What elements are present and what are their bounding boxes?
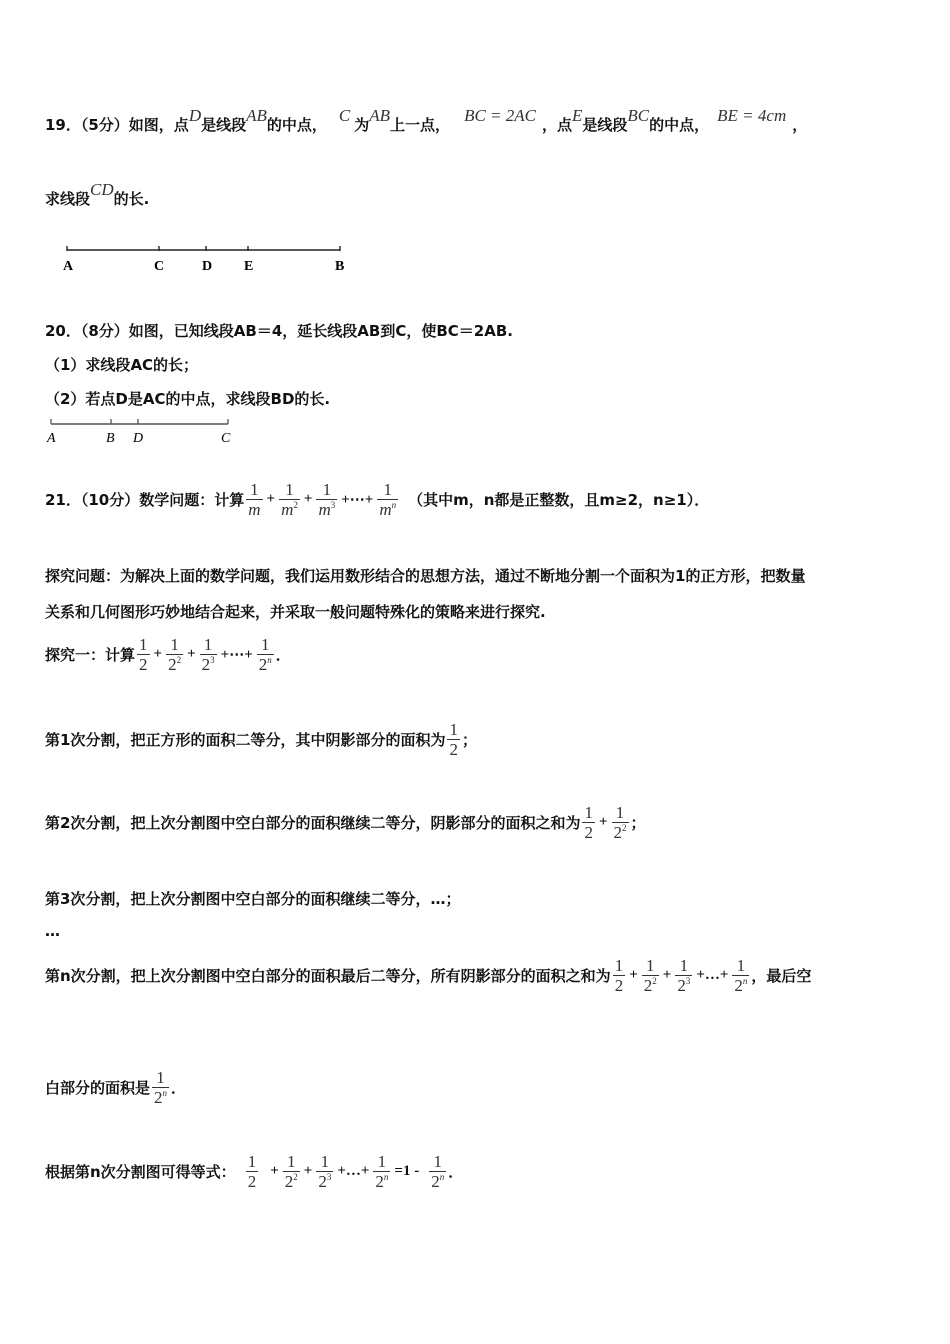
q20-part1: （1）求线段AC的长；: [45, 356, 199, 374]
frac-1-over-mn: $\frac{1}{m^n}$: [379, 480, 397, 519]
label-b: B: [106, 431, 115, 446]
label-d: D: [202, 259, 213, 274]
explore-paragraph-line2: 关系和几何图形巧妙地结合起来，并采取一般问题特殊化的策略来进行探究.: [45, 603, 546, 621]
step3-line: 第3次分割，把上次分割图中空白部分的面积继续二等分，…；: [45, 890, 461, 908]
q20-line1: 20．（8分）如图，已知线段AB＝4，延长线段AB到C，使BC＝2AB.: [45, 322, 513, 340]
frac-1-over-m2: $\frac{1}{m^2}$: [281, 480, 298, 519]
q20-part2: （2）若点D是AC的中点，求线段BD的长.: [45, 390, 331, 408]
step2-line: 第2次分割，把上次分割图中空白部分的面积继续二等分，阴影部分的面积之和为 $\frac{1}{2}$ + $\frac{1}{2^2}$ ；: [45, 803, 646, 842]
q19-line1: 19．（5分）如图，点 D 是线段 AB 的中点， C 为 AB 上一点， BC = 2AC ，点 E 是线段 BC 的中点， BE = 4cm ，: [45, 106, 808, 134]
label-d: D: [133, 431, 144, 446]
label-a: A: [63, 259, 74, 274]
q19-segment-figure: [55, 243, 355, 275]
blank-area-line: 白部分的面积是 $\frac{1}{2^n}$ ．: [45, 1068, 187, 1107]
label-e: E: [244, 259, 254, 274]
label-c: C: [154, 259, 165, 274]
label-b: B: [335, 259, 345, 274]
label-a: A: [47, 431, 56, 446]
q20-segment-figure: [45, 415, 245, 447]
frac-1-over-m: $\frac{1}{m}$: [248, 480, 261, 519]
q21-problem: 21．（10分）数学问题：计算 $\frac{1}{m}$ + $\frac{1}{m^2}$ + $\frac{1}{m^3}$ +⋯+ $\frac{1}{m^n}$ （其中m，n都是正整数，且m≥2，n≥1）．: [45, 480, 710, 519]
stepn-line: 第n次分割，把上次分割图中空白部分的面积最后二等分，所有阴影部分的面积之和为 $\frac{1}{2}$ + $\frac{1}{2^2}$ + $\frac{1}{2^3}$ +…+ $\frac{1}{2^n}$ ，最后空: [45, 956, 812, 995]
frac-1-over-m3: $\frac{1}{m^3}$: [318, 480, 336, 519]
ellipsis-line: …: [45, 922, 60, 940]
q19-line2: 求线段 CD 的长.: [45, 180, 150, 208]
explore-paragraph-line1: 探究问题：为解决上面的数学问题，我们运用数形结合的思想方法，通过不断地分割一个面积为1的正方形，把数量: [45, 567, 806, 585]
label-c: C: [221, 431, 231, 446]
step1-line: 第1次分割，把正方形的面积二等分，其中阴影部分的面积为 $\frac{1}{2}$ ；: [45, 720, 477, 759]
equation-line: 根据第n次分割图可得等式： $\frac{1}{2}$ + $\frac{1}{2^2}$ + $\frac{1}{2^3}$ +…+ $\frac{1}{2^n}$ =1 - $\frac{1}{2^n}$ ．: [45, 1152, 464, 1191]
explore1-line: 探究一：计算 $\frac{1}{2}$ + $\frac{1}{2^2}$ + $\frac{1}{2^3}$ +⋯+ $\frac{1}{2^n}$ ．: [45, 635, 291, 674]
